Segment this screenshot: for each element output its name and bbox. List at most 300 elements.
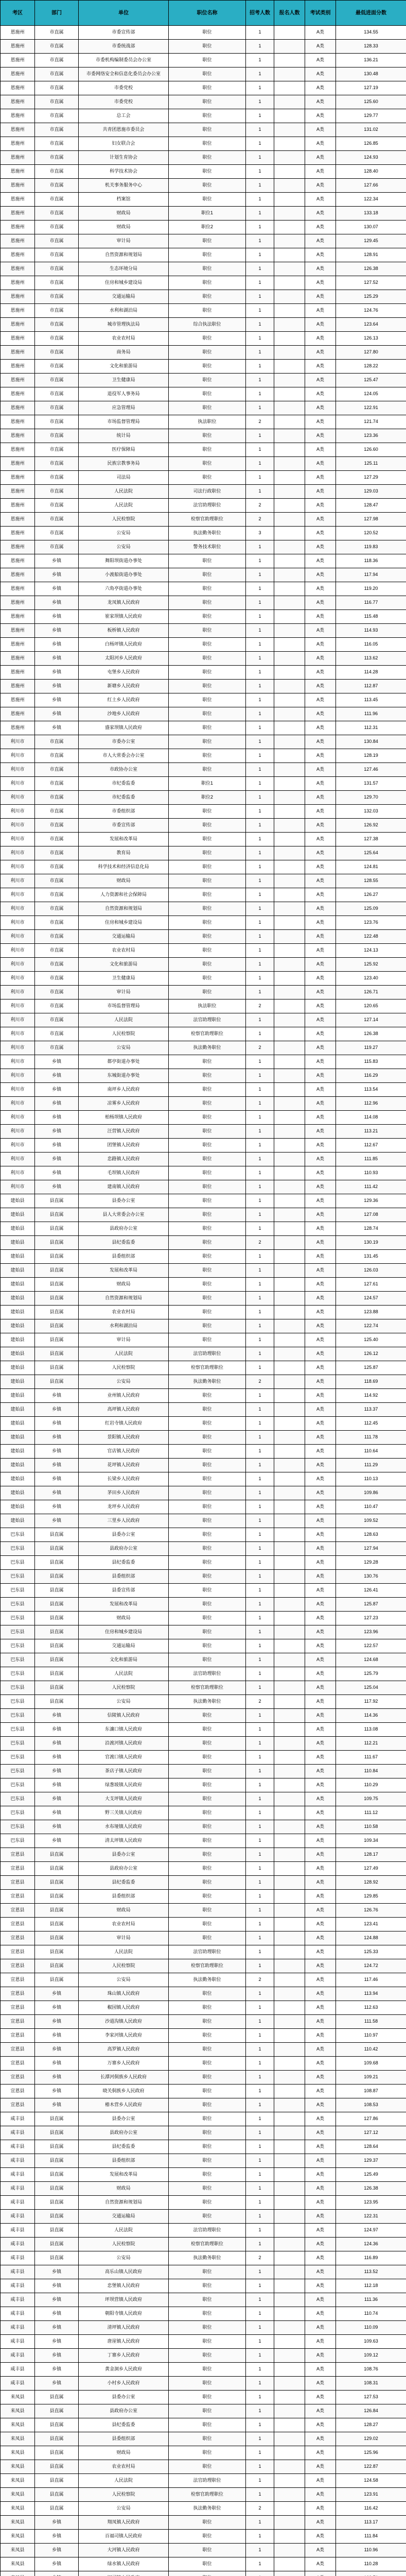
cell-unit: 水利和湖泊局 xyxy=(79,1319,169,1333)
cell-category: A类 xyxy=(305,1139,336,1153)
cell-position: 法官助理职位 xyxy=(169,2474,246,2488)
cell-area: 恩施州 xyxy=(1,443,35,457)
cell-area: 建始县 xyxy=(1,1403,35,1417)
table-row xyxy=(1,1319,406,1333)
table-body xyxy=(1,26,406,2576)
cell-area: 恩施州 xyxy=(1,81,35,95)
table-row xyxy=(1,471,406,485)
cell-dept: 市直属 xyxy=(35,749,79,763)
cell-area: 恩施州 xyxy=(1,513,35,527)
cell-area: 恩施州 xyxy=(1,401,35,415)
cell-unit: 县委办公室 xyxy=(79,1194,169,1208)
cell-applicants xyxy=(274,95,305,109)
cell-unit: 信陵镇人民政府 xyxy=(79,1709,169,1723)
cell-min-score: 111.36 xyxy=(336,2293,406,2307)
cell-dept: 县直属 xyxy=(35,2196,79,2210)
cell-category: A类 xyxy=(305,1514,336,1528)
cell-min-score: 136.21 xyxy=(336,54,406,67)
cell-applicants xyxy=(274,805,305,819)
cell-dept: 市直属 xyxy=(35,179,79,193)
cell-category: A类 xyxy=(305,332,336,346)
cell-unit: 板桥镇人民政府 xyxy=(79,624,169,638)
cell-category: A类 xyxy=(305,262,336,276)
cell-unit: 县纪委监委 xyxy=(79,2418,169,2432)
cell-quota: 1 xyxy=(246,151,274,165)
table-row xyxy=(1,1890,406,1904)
cell-quota: 1 xyxy=(246,1208,274,1222)
table-row xyxy=(1,2098,406,2112)
cell-min-score: 110.09 xyxy=(336,2321,406,2335)
cell-dept: 市直属 xyxy=(35,1027,79,1041)
cell-applicants xyxy=(274,165,305,179)
cell-dept: 县直属 xyxy=(35,2224,79,2238)
cell-category: A类 xyxy=(305,582,336,596)
cell-area: 利川市 xyxy=(1,972,35,986)
cell-area: 恩施州 xyxy=(1,193,35,207)
cell-unit: 文化和旅游局 xyxy=(79,360,169,374)
cell-unit: 财政局 xyxy=(79,2182,169,2196)
cell-position: 职位 xyxy=(169,707,246,721)
cell-applicants xyxy=(274,1820,305,1834)
cell-quota: 1 xyxy=(246,1055,274,1069)
cell-quota: 1 xyxy=(246,2349,274,2363)
cell-min-score: 110.58 xyxy=(336,1820,406,1834)
cell-category: A类 xyxy=(305,916,336,930)
table-row xyxy=(1,276,406,290)
cell-position: 职位 xyxy=(169,290,246,304)
cell-quota: 1 xyxy=(246,2488,274,2502)
header-quota: 招考人数 xyxy=(246,1,274,26)
cell-dept: 市直属 xyxy=(35,221,79,234)
cell-category: A类 xyxy=(305,1222,336,1236)
cell-area: 巴东县 xyxy=(1,1625,35,1639)
cell-min-score: 110.64 xyxy=(336,1445,406,1459)
cell-applicants xyxy=(274,81,305,95)
cell-unit: 人民法院 xyxy=(79,485,169,499)
cell-position: 职位 xyxy=(169,40,246,54)
cell-category: A类 xyxy=(305,443,336,457)
cell-position: 法官助理职位 xyxy=(169,499,246,513)
cell-dept: 乡镇 xyxy=(35,2321,79,2335)
cell-category: A类 xyxy=(305,151,336,165)
cell-applicants xyxy=(274,2210,305,2224)
cell-area: 咸丰县 xyxy=(1,2363,35,2377)
cell-dept: 乡镇 xyxy=(35,2015,79,2029)
table-row xyxy=(1,2279,406,2293)
cell-min-score: 130.48 xyxy=(336,67,406,81)
cell-area: 宣恩县 xyxy=(1,1931,35,1945)
cell-unit: 县政府办公室 xyxy=(79,1862,169,1876)
cell-min-score: 114.36 xyxy=(336,1709,406,1723)
cell-dept: 市直属 xyxy=(35,930,79,944)
cell-category: A类 xyxy=(305,1598,336,1612)
cell-applicants xyxy=(274,1027,305,1041)
cell-unit: 市委党校 xyxy=(79,81,169,95)
cell-dept: 县直属 xyxy=(35,2418,79,2432)
cell-category: A类 xyxy=(305,429,336,443)
cell-position: 职位 xyxy=(169,1598,246,1612)
cell-min-score: 125.40 xyxy=(336,1333,406,1347)
cell-min-score: 128.74 xyxy=(336,1222,406,1236)
cell-category: A类 xyxy=(305,2363,336,2377)
cell-unit: 大支坪镇人民政府 xyxy=(79,1792,169,1806)
cell-category: A类 xyxy=(305,2404,336,2418)
cell-unit: 红土乡人民政府 xyxy=(79,693,169,707)
cell-category: A类 xyxy=(305,54,336,67)
cell-area: 建始县 xyxy=(1,1417,35,1431)
cell-category: A类 xyxy=(305,457,336,471)
cell-applicants xyxy=(274,1890,305,1904)
table-row xyxy=(1,332,406,346)
cell-dept: 县直属 xyxy=(35,1598,79,1612)
cell-category: A类 xyxy=(305,2126,336,2140)
cell-unit: 沙地乡人民政府 xyxy=(79,707,169,721)
cell-min-score: 124.97 xyxy=(336,2224,406,2238)
cell-category: A类 xyxy=(305,1959,336,1973)
cell-position: 职位 xyxy=(169,1862,246,1876)
cell-dept: 乡镇 xyxy=(35,624,79,638)
cell-quota: 1 xyxy=(246,1292,274,1306)
cell-min-score: 129.70 xyxy=(336,791,406,805)
cell-quota: 1 xyxy=(246,1792,274,1806)
table-row xyxy=(1,1431,406,1445)
cell-area: 恩施州 xyxy=(1,207,35,221)
cell-unit: 沿渡河镇人民政府 xyxy=(79,1737,169,1751)
cell-area: 建始县 xyxy=(1,1222,35,1236)
cell-position: 职位 xyxy=(169,1292,246,1306)
cell-area: 恩施州 xyxy=(1,485,35,499)
cell-position: 职位 xyxy=(169,652,246,666)
cell-dept: 乡镇 xyxy=(35,1431,79,1445)
cell-area: 咸丰县 xyxy=(1,2335,35,2349)
cell-position: 职位 xyxy=(169,2530,246,2544)
cell-category xyxy=(305,2571,336,2576)
cell-unit: 农业农村局 xyxy=(79,1918,169,1931)
cell-quota: 1 xyxy=(246,1306,274,1319)
cell-quota: 1 xyxy=(246,874,274,888)
cell-quota: 1 xyxy=(246,958,274,972)
cell-applicants xyxy=(274,2557,305,2571)
cell-unit: 县委组织部 xyxy=(79,1890,169,1904)
cell-applicants xyxy=(274,2349,305,2363)
table-row xyxy=(1,1987,406,2001)
cell-area: 建始县 xyxy=(1,1361,35,1375)
cell-position: 职位 xyxy=(169,137,246,151)
cell-applicants xyxy=(274,1278,305,1292)
cell-category: A类 xyxy=(305,1890,336,1904)
cell-min-score: 119.83 xyxy=(336,540,406,554)
cell-position: 职位 xyxy=(169,2265,246,2279)
cell-area: 恩施州 xyxy=(1,638,35,652)
cell-area: 建始县 xyxy=(1,1500,35,1514)
cell-area: 利川市 xyxy=(1,999,35,1013)
cell-dept: 市直属 xyxy=(35,276,79,290)
cell-area: 恩施州 xyxy=(1,568,35,582)
cell-min-score: 131.45 xyxy=(336,1250,406,1264)
cell-position: 职位 xyxy=(169,888,246,902)
cell-unit: 公安局 xyxy=(79,540,169,554)
cell-applicants xyxy=(274,2084,305,2098)
table-row xyxy=(1,179,406,193)
cell-unit: 财政局 xyxy=(79,221,169,234)
cell-min-score: 128.92 xyxy=(336,1876,406,1890)
cell-applicants xyxy=(274,1514,305,1528)
cell-position: 职位 xyxy=(169,2404,246,2418)
cell-applicants xyxy=(274,1625,305,1639)
cell-unit: 公安局 xyxy=(79,2251,169,2265)
cell-position: 检察官助理职位 xyxy=(169,1959,246,1973)
cell-area: 恩施州 xyxy=(1,262,35,276)
cell-dept: 县直属 xyxy=(35,2168,79,2182)
cell-quota: 1 xyxy=(246,1862,274,1876)
cell-area: 建始县 xyxy=(1,1292,35,1306)
cell-dept: 县直属 xyxy=(35,1653,79,1667)
cell-dept: 县直属 xyxy=(35,1862,79,1876)
cell-dept: 乡镇 xyxy=(35,1472,79,1486)
cell-dept: 县直属 xyxy=(35,2182,79,2196)
cell-position: 职位 xyxy=(169,1904,246,1918)
cell-position: 职位 xyxy=(169,360,246,374)
cell-position: 职位 xyxy=(169,1306,246,1319)
cell-position: 职位 xyxy=(169,958,246,972)
cell-min-score: 113.52 xyxy=(336,2265,406,2279)
header-category: 考试类别 xyxy=(305,1,336,26)
cell-dept: 市直属 xyxy=(35,387,79,401)
cell-position: 职位 xyxy=(169,2084,246,2098)
cell-area: 恩施州 xyxy=(1,109,35,123)
cell-quota: 1 xyxy=(246,429,274,443)
cell-position: 职位 xyxy=(169,1918,246,1931)
cell-category: A类 xyxy=(305,1918,336,1931)
cell-area: 巴东县 xyxy=(1,1765,35,1778)
cell-applicants xyxy=(274,1180,305,1194)
table-row xyxy=(1,1570,406,1584)
table-row xyxy=(1,360,406,374)
table-row xyxy=(1,638,406,652)
table-row xyxy=(1,1931,406,1945)
cell-unit: 市纪委监委 xyxy=(79,777,169,791)
cell-position: 职位 xyxy=(169,1069,246,1083)
cell-min-score: 113.62 xyxy=(336,652,406,666)
cell-category: A类 xyxy=(305,902,336,916)
cell-dept: 县直属 xyxy=(35,2391,79,2404)
cell-min-score: 128.22 xyxy=(336,360,406,374)
cell-category: A类 xyxy=(305,2349,336,2363)
cell-min-score: 108.87 xyxy=(336,2084,406,2098)
cell-position: 职位 xyxy=(169,276,246,290)
cell-quota: 1 xyxy=(246,360,274,374)
cell-quota: 2 xyxy=(246,499,274,513)
cell-position: 职位 xyxy=(169,2544,246,2557)
cell-area: 咸丰县 xyxy=(1,2251,35,2265)
cell-unit: 文化和旅游局 xyxy=(79,1653,169,1667)
cell-min-score: 126.41 xyxy=(336,1584,406,1598)
cell-quota: 1 xyxy=(246,471,274,485)
cell-min-score: 113.94 xyxy=(336,1987,406,2001)
cell-quota: 1 xyxy=(246,346,274,360)
cell-category: A类 xyxy=(305,2196,336,2210)
cell-min-score: 134.55 xyxy=(336,26,406,40)
cell-dept: 市直属 xyxy=(35,304,79,318)
cell-unit: 自然资源和规划局 xyxy=(79,248,169,262)
header-applicants: 报名人数 xyxy=(274,1,305,26)
cell-applicants xyxy=(274,666,305,680)
cell-dept: 县直属 xyxy=(35,1250,79,1264)
cell-min-score: 129.85 xyxy=(336,1890,406,1904)
cell-dept: 乡镇 xyxy=(35,2001,79,2015)
header-dept: 部门 xyxy=(35,1,79,26)
cell-area: 巴东县 xyxy=(1,1556,35,1570)
cell-dept: 市直属 xyxy=(35,346,79,360)
cell-min-score: 117.46 xyxy=(336,1973,406,1987)
cell-category: A类 xyxy=(305,666,336,680)
cell-dept: 市直属 xyxy=(35,81,79,95)
cell-dept: 县直属 xyxy=(35,1278,79,1292)
cell-area: 恩施州 xyxy=(1,387,35,401)
cell-min-score: 117.92 xyxy=(336,1695,406,1709)
cell-min-score: 110.96 xyxy=(336,2544,406,2557)
cell-position: 职位 xyxy=(169,54,246,67)
cell-min-score: 126.03 xyxy=(336,1264,406,1278)
cell-quota: 1 xyxy=(246,2391,274,2404)
cell-unit: 业州镇人民政府 xyxy=(79,1389,169,1403)
cell-min-score: 125.09 xyxy=(336,902,406,916)
cell-area: 建始县 xyxy=(1,1264,35,1278)
cell-area: 来凤县 xyxy=(1,2544,35,2557)
table-row xyxy=(1,1055,406,1069)
cell-position: 法官助理职位 xyxy=(169,1667,246,1681)
cell-min-score: 108.76 xyxy=(336,2363,406,2377)
cell-applicants xyxy=(274,652,305,666)
cell-area: 恩施州 xyxy=(1,151,35,165)
table-row xyxy=(1,1625,406,1639)
cell-unit: 椒园镇人民政府 xyxy=(79,2001,169,2015)
cell-applicants xyxy=(274,1417,305,1431)
cell-area: 利川市 xyxy=(1,1055,35,1069)
cell-unit: 市场监督管理局 xyxy=(79,415,169,429)
cell-min-score: 109.63 xyxy=(336,2335,406,2349)
cell-applicants xyxy=(274,1765,305,1778)
cell-dept: 县直属 xyxy=(35,1695,79,1709)
cell-unit: 发展和改革局 xyxy=(79,1264,169,1278)
cell-position: 职位 xyxy=(169,1166,246,1180)
cell-dept: 市直属 xyxy=(35,944,79,958)
cell-applicants xyxy=(274,1139,305,1153)
cell-min-score: 112.67 xyxy=(336,1139,406,1153)
cell-applicants xyxy=(274,1333,305,1347)
cell-min-score: 115.48 xyxy=(336,610,406,624)
cell-position: 检察官助理职位 xyxy=(169,2238,246,2251)
cell-area: 建始县 xyxy=(1,1208,35,1222)
cell-applicants xyxy=(274,1876,305,1890)
cell-position: 职位 xyxy=(169,2043,246,2057)
cell-dept: 市直属 xyxy=(35,415,79,429)
cell-position: 职位 xyxy=(169,2377,246,2391)
cell-min-score: 130.19 xyxy=(336,1236,406,1250)
cell-unit: 县委组织部 xyxy=(79,2154,169,2168)
table-row xyxy=(1,568,406,582)
cell-unit: 总工会 xyxy=(79,109,169,123)
cell-unit: 小渡船街道办事处 xyxy=(79,568,169,582)
cell-dept: 市直属 xyxy=(35,443,79,457)
cell-area: 巴东县 xyxy=(1,1542,35,1556)
cell-dept: 县直属 xyxy=(35,1612,79,1625)
cell-dept: 乡镇 xyxy=(35,1723,79,1737)
cell-category: A类 xyxy=(305,2377,336,2391)
cell-min-score: 123.88 xyxy=(336,1306,406,1319)
cell-category: A类 xyxy=(305,1472,336,1486)
table-row xyxy=(1,860,406,874)
cell-unit: 舞阳坝街道办事处 xyxy=(79,554,169,568)
cell-quota: 2 xyxy=(246,999,274,1013)
cell-category: A类 xyxy=(305,1236,336,1250)
cell-category: A类 xyxy=(305,846,336,860)
cell-area: 宣恩县 xyxy=(1,2001,35,2015)
cell-applicants xyxy=(274,2071,305,2084)
cell-category: A类 xyxy=(305,2516,336,2530)
cell-area: 恩施州 xyxy=(1,610,35,624)
cell-quota: 1 xyxy=(246,1013,274,1027)
cell-min-score: 113.37 xyxy=(336,1403,406,1417)
cell-area: 来凤县 xyxy=(1,2557,35,2571)
cell-min-score: 128.33 xyxy=(336,40,406,54)
cell-area: 恩施州 xyxy=(1,707,35,721)
cell-applicants xyxy=(274,332,305,346)
cell-category: A类 xyxy=(305,207,336,221)
table-row xyxy=(1,248,406,262)
cell-area: 建始县 xyxy=(1,1250,35,1264)
table-row xyxy=(1,1584,406,1598)
cell-min-score: 127.38 xyxy=(336,833,406,846)
cell-category: A类 xyxy=(305,2015,336,2029)
cell-unit: 县委组织部 xyxy=(79,1250,169,1264)
cell-applicants xyxy=(274,248,305,262)
cell-applicants xyxy=(274,54,305,67)
cell-quota: 1 xyxy=(246,443,274,457)
cell-position: 职位 xyxy=(169,401,246,415)
cell-applicants xyxy=(274,1486,305,1500)
cell-dept: 乡镇 xyxy=(35,707,79,721)
cell-dept: 市直属 xyxy=(35,958,79,972)
cell-applicants xyxy=(274,1250,305,1264)
cell-dept: 县直属 xyxy=(35,1292,79,1306)
cell-min-score: 109.86 xyxy=(336,1486,406,1500)
table-row xyxy=(1,290,406,304)
cell-unit: 崔家坝镇人民政府 xyxy=(79,610,169,624)
cell-applicants xyxy=(274,262,305,276)
cell-quota: 1 xyxy=(246,805,274,819)
cell-category: A类 xyxy=(305,721,336,735)
cell-unit: 市委宣传部 xyxy=(79,26,169,40)
cell-unit: 丁寨乡人民政府 xyxy=(79,2349,169,2363)
cell-dept: 市直属 xyxy=(35,40,79,54)
cell-min-score: 123.64 xyxy=(336,318,406,332)
cell-position: 职位 xyxy=(169,846,246,860)
cell-category: A类 xyxy=(305,527,336,540)
cell-category: A类 xyxy=(305,860,336,874)
cell-dept: 县直属 xyxy=(35,1208,79,1222)
table-row xyxy=(1,527,406,540)
cell-dept: 乡镇 xyxy=(35,1069,79,1083)
cell-category: A类 xyxy=(305,777,336,791)
cell-category: A类 xyxy=(305,2154,336,2168)
cell-dept: 县直属 xyxy=(35,1264,79,1278)
cell-unit: 高坪镇人民政府 xyxy=(79,1403,169,1417)
cell-unit: 六角亭街道办事处 xyxy=(79,582,169,596)
cell-unit: 人民检察院 xyxy=(79,2488,169,2502)
cell-position: 职位 xyxy=(169,1514,246,1528)
table-row xyxy=(1,1472,406,1486)
